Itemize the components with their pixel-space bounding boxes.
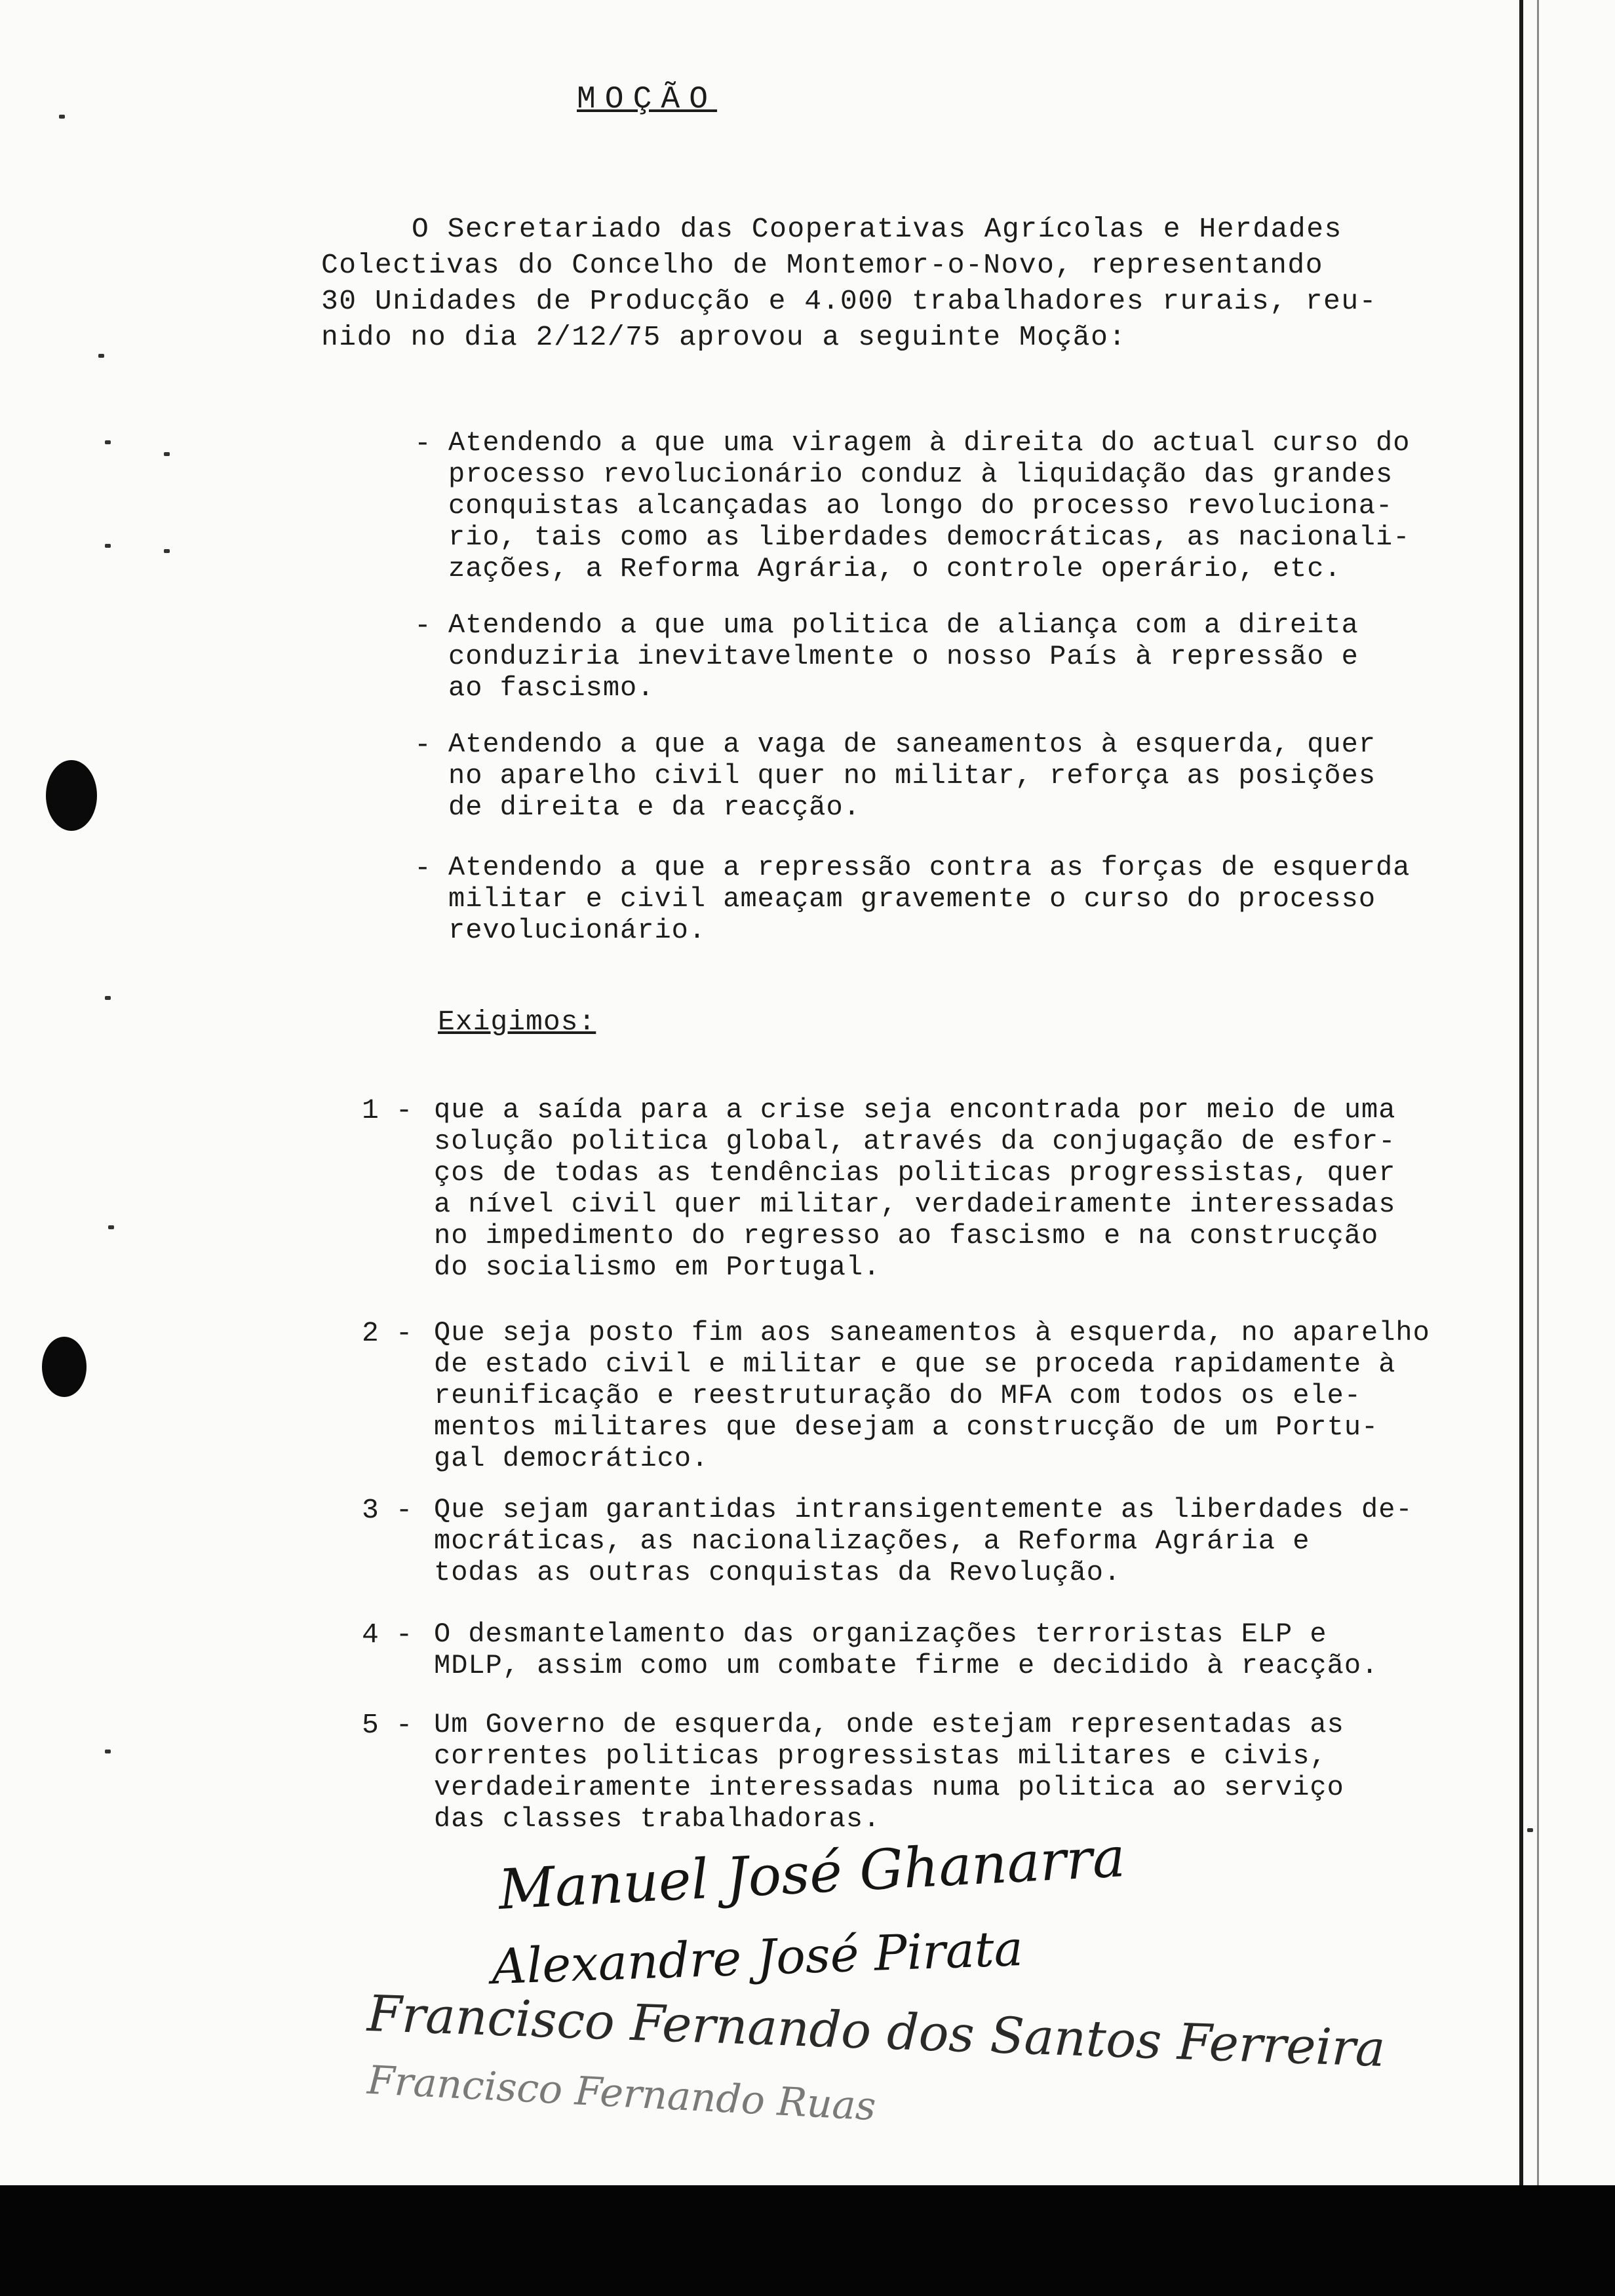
consideration-line: Atendendo a que uma politica de aliança com a direita [448,609,1359,641]
consideration-line: revolucionário. [448,915,707,946]
demand-item [362,1494,1413,1588]
demand-line: MDLP, assim como um combate firme e decidido à reacção. [434,1650,1379,1681]
demand-line: que a saída para a crise seja encontrada por meio de uma [434,1094,1396,1126]
demand-line: Um Governo de esquerda, onde estejam representadas as [434,1709,1344,1740]
consideration-item [414,609,1359,704]
bullet-dash: - [414,729,431,761]
scan-speck [105,1750,111,1753]
demand-line: todas as outras conquistas da Revolução. [434,1557,1121,1588]
consideration-line: ao fascismo. [448,672,655,704]
demand-line: a nível civil quer militar, verdadeiramente interessadas [434,1189,1396,1220]
consideration-line: zações, a Reforma Agrária, o controle operário, etc. [448,553,1342,584]
demand-line: mentos militares que desejam a construcção de um Portu- [434,1411,1379,1443]
demand-number: 4 - [362,1618,413,1651]
document-title: MOÇÃO [577,82,718,117]
consideration-item [414,729,1376,823]
demand-item [362,1618,1379,1681]
intro-line: nido no dia 2/12/75 aprovou a seguinte Moção: [321,321,1127,353]
scan-bottom-band [0,2185,1615,2296]
signature: Alexandre José Pirata [490,1920,1024,1996]
signature: Francisco Fernando Ruas [366,2057,878,2130]
demand-line: ços de todas as tendências politicas progressistas, quer [434,1157,1396,1189]
intro-line: O Secretariado das Cooperativas Agrícolas e Herdades [412,213,1342,245]
demand-line: do socialismo em Portugal. [434,1252,881,1283]
demand-number: 1 - [362,1094,413,1126]
scan-speck [105,440,111,444]
ink-blot [46,760,97,831]
ink-blot [42,1337,87,1397]
demand-line: no impedimento do regresso ao fascismo e na construcção [434,1220,1379,1252]
demand-item [362,1317,1430,1474]
demand-number: 3 - [362,1494,413,1526]
consideration-item [414,427,1411,584]
bullet-dash: - [414,427,431,459]
scan-speck [105,544,111,548]
bullet-dash: - [414,852,431,884]
demand-line: O desmantelamento das organizações terroristas ELP e [434,1618,1327,1650]
demand-number: 5 - [362,1709,413,1741]
scan-speck [1527,1828,1533,1832]
page-edge-line [1537,0,1539,2185]
intro-line: 30 Unidades de Producção e 4.000 trabalhadores rurais, reu- [321,285,1377,317]
intro-line: Colectivas do Concelho de Montemor-o-Novo, representando [321,249,1324,281]
bullet-dash: - [414,609,431,641]
demand-line: gal democrático. [434,1443,709,1474]
demand-item [362,1094,1396,1283]
scan-speck [105,996,111,1000]
scan-speck [108,1225,114,1229]
consideration-item [414,852,1411,946]
scan-speck [164,452,170,456]
demand-line: reunificação e reestruturação do MFA com todos os ele- [434,1380,1362,1411]
consideration-line: rio, tais como as liberdades democráticas, as nacionali- [448,522,1411,553]
demands-heading: Exigimos: [438,1006,596,1038]
demand-line: de estado civil e militar e que se proceda rapidamente à [434,1349,1396,1380]
consideration-line: Atendendo a que a vaga de saneamentos à esquerda, quer [448,729,1376,760]
demand-line: Que seja posto fim aos saneamentos à esquerda, no aparelho [434,1317,1430,1349]
consideration-line: de direita e da reacção. [448,792,861,823]
consideration-line: processo revolucionário conduz à liquidação das grandes [448,459,1393,490]
demand-line: mocráticas, as nacionalizações, a Reforma Agrária e [434,1525,1310,1557]
demand-line: das classes trabalhadoras. [434,1803,881,1835]
signature: Francisco Fernando dos Santos Ferreira [366,1983,1386,2078]
demand-line: Que sejam garantidas intransigentemente as liberdades de- [434,1494,1413,1525]
scan-speck [164,549,170,553]
scan-speck [98,354,104,358]
consideration-line: no aparelho civil quer no militar, reforça as posições [448,760,1376,792]
consideration-line: militar e civil ameaçam gravemente o curso do processo [448,883,1376,915]
demand-number: 2 - [362,1317,413,1349]
demand-line: correntes politicas progressistas militares e civis, [434,1740,1327,1772]
demand-line: solução politica global, através da conjugação de esfor- [434,1126,1396,1157]
consideration-line: Atendendo a que a repressão contra as forças de esquerda [448,852,1411,883]
signature: Manuel José Ghanarra [497,1825,1127,1922]
demand-item [362,1709,1344,1835]
demand-line: verdadeiramente interessadas numa politica ao serviço [434,1772,1344,1803]
consideration-line: conduziria inevitavelmente o nosso País à repressão e [448,641,1359,672]
consideration-line: conquistas alcançadas ao longo do processo revoluciona- [448,490,1393,522]
page-edge-line [1519,0,1523,2185]
consideration-line: Atendendo a que uma viragem à direita do actual curso do [448,427,1411,459]
scan-speck [59,115,65,119]
